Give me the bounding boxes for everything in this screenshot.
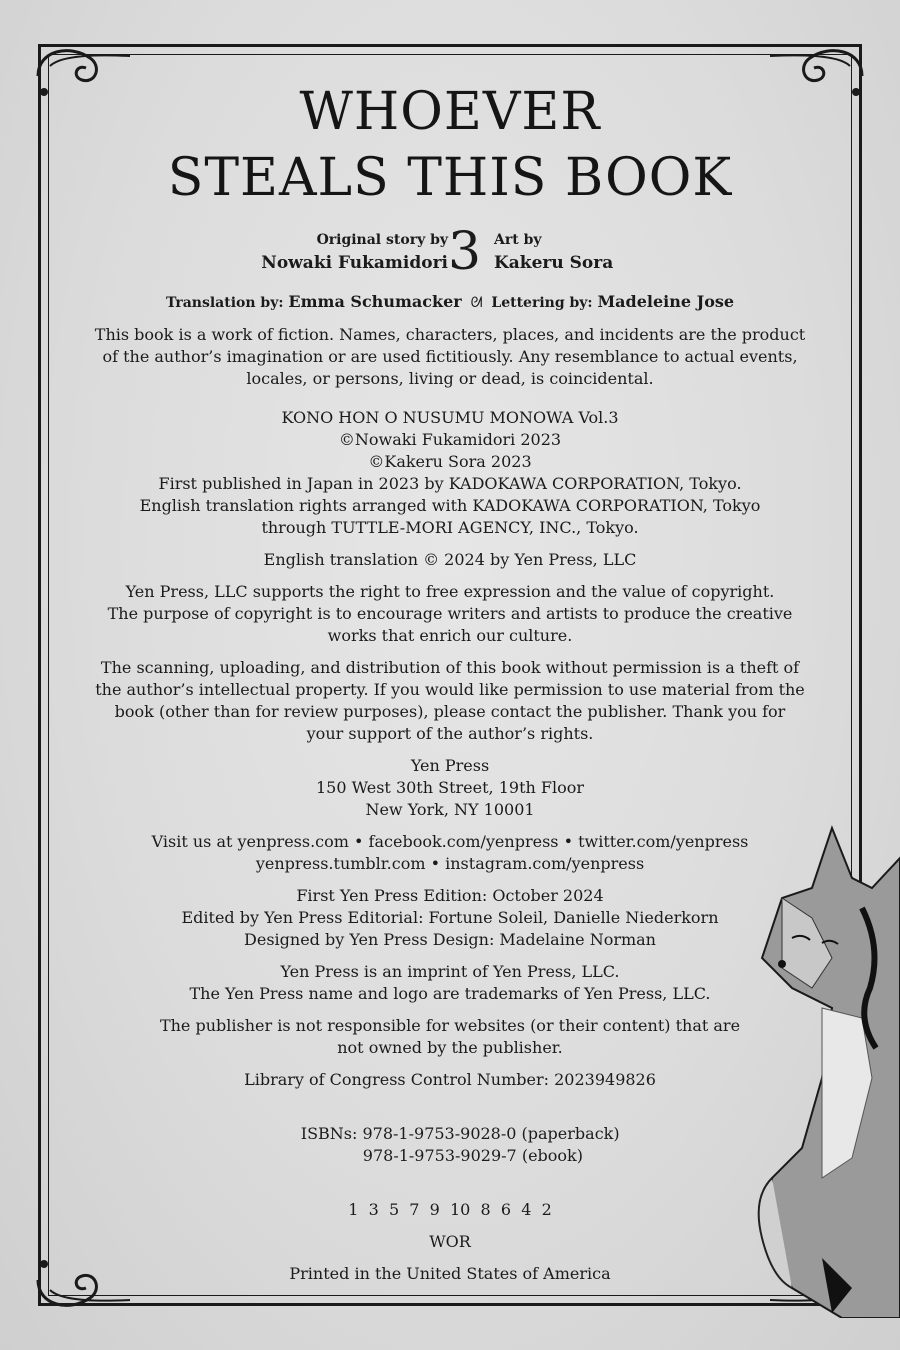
art-label: Art by — [494, 232, 542, 248]
ornament-icon: ᘛ — [470, 295, 483, 311]
title-line-2: STEALS THIS BOOK — [167, 148, 733, 208]
paragraph-imprint: Yen Press is an imprint of Yen Press, LLC. The Yen Press name and logo are trademarks of Yen Press, LLC. — [189, 962, 711, 1003]
story-author: Nowaki Fukamidori — [261, 253, 448, 273]
copyright-text — [90, 324, 810, 1295]
credits-block — [0, 222, 900, 284]
paragraph-scanning: The scanning, uploading, and distribution of this book without permission is a theft of the author’s intellectual property. If you would like permission to use material from the book (other than for review purposes), please contact the publisher. Thank you for your support of the author’s rights. — [95, 658, 805, 743]
paragraph-fiction: This book is a work of fiction. Names, characters, places, and incidents are the product of the author’s imagination or are used fictitiously. Any resemblance to actual events, locales, or persons, living or dead, is coincidental. — [94, 325, 806, 388]
paragraph-free-expression: Yen Press, LLC supports the right to free expression and the value of copyright. The purpose of copyright is to encourage writers and artists to produce the creative works that enrich our culture. — [107, 582, 793, 645]
printing-line: 1 3 5 7 9 10 8 6 4 2 — [348, 1200, 552, 1219]
art-author: Kakeru Sora — [494, 253, 614, 273]
paragraph-websites: Visit us at yenpress.com • facebook.com/yenpress • twitter.com/yenpress yenpress.tumblr.com • instagram.com/yenpress — [151, 832, 749, 873]
staff-line — [0, 292, 900, 311]
printer-code: WOR — [429, 1232, 471, 1251]
fox-illustration — [752, 818, 900, 1318]
letterer-name: Madeleine Jose — [597, 292, 735, 311]
art-credit — [494, 230, 613, 276]
printed-in: Printed in the United States of America — [289, 1264, 611, 1283]
paragraph-lccn: Library of Congress Control Number: 2023949826 — [244, 1070, 656, 1089]
translator-name: Emma Schumacker — [288, 292, 462, 311]
paragraph-edition: First Yen Press Edition: October 2024 Edited by Yen Press Editorial: Fortune Soleil, Danielle Niederkorn Designed by Yen Press Design: Madelaine Norman — [181, 886, 719, 949]
paragraph-isbn: ISBNs: 978-1-9753-9028-0 (paperback) 978-1-9753-9029-7 (ebook) — [300, 1124, 620, 1165]
volume-number: 3 — [448, 222, 482, 282]
paragraph-original-copyright: KONO HON O NUSUMU MONOWA Vol.3 ©Nowaki Fukamidori 2023 ©Kakeru Sora 2023 First published in Japan in 2023 by KADOKAWA CORPORATION, Tokyo. English translation rights arranged with KADOKAWA CORPORATION, Tokyo through TUTTLE-MORI AGENCY, INC., Tokyo. — [139, 408, 761, 537]
story-credit — [261, 230, 448, 276]
paragraph-responsibility: The publisher is not responsible for websites (or their content) that are not owned by the publisher. — [159, 1016, 741, 1057]
lettering-label: Lettering by: — [491, 295, 593, 311]
paragraph-translation-copyright: English translation © 2024 by Yen Press, LLC — [263, 550, 637, 569]
story-label: Original story by — [316, 232, 448, 248]
translation-label: Translation by: — [165, 295, 284, 311]
title-line-1: WHOEVER — [299, 82, 601, 142]
paragraph-address: Yen Press 150 West 30th Street, 19th Floor New York, NY 10001 — [315, 756, 585, 819]
